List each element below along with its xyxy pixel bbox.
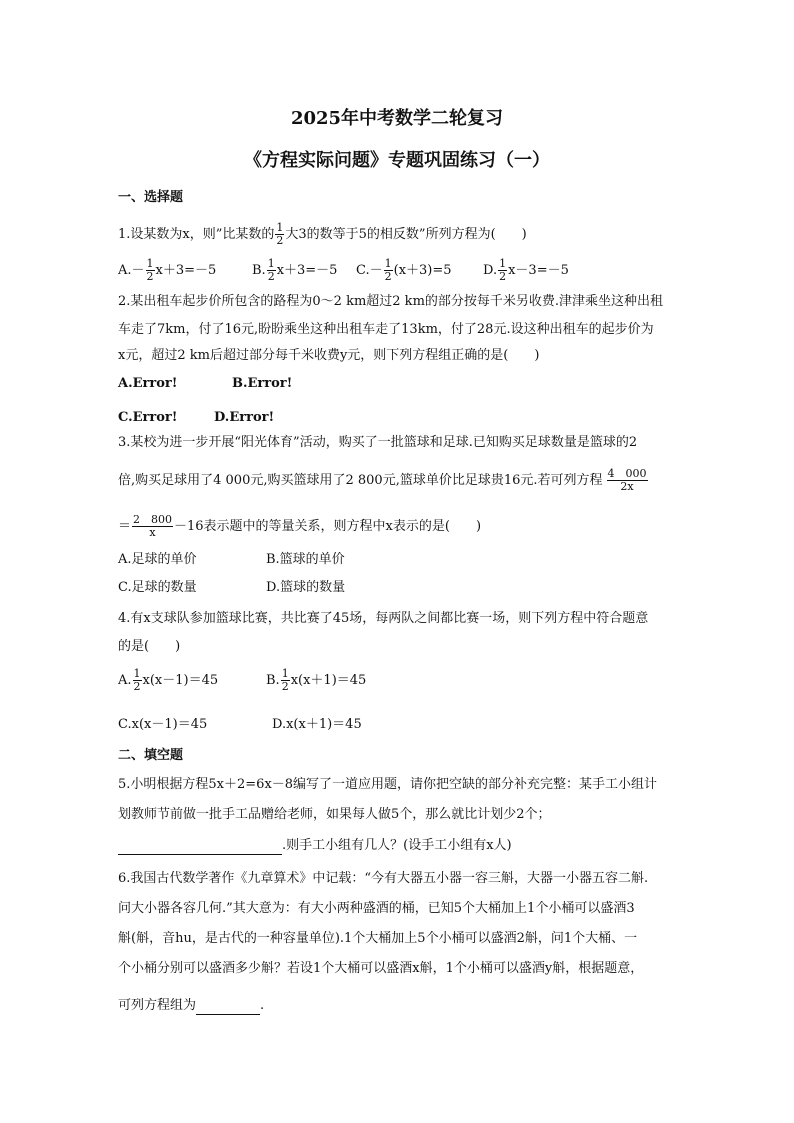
q1-option-a[interactable]: A.－ $\frac{1}{2}$ x＋3=－5 <box>118 257 217 283</box>
question-6-line-5: 可列方程组为 . <box>118 998 265 1013</box>
page-title: 2025年中考数学二轮复习 <box>290 108 504 129</box>
q5-answer-blank[interactable] <box>118 836 282 855</box>
question-6-line-1: 6.我国古代数学著作《九章算术》中记载：“今有大器五小器一容三斛，大器一小器五容二斛. <box>118 871 649 886</box>
q3-option-b[interactable]: B.篮球的单价 <box>266 552 345 567</box>
q4-option-b[interactable]: B. $\frac{1}{2}$ x(x＋1)＝45 <box>266 667 367 693</box>
q2-option-d[interactable]: D.Error! <box>214 410 275 425</box>
q2-option-b[interactable]: B.Error! <box>232 376 293 391</box>
question-3-line-2: 倍,购买足球用了4 000元,购买篮球用了2 800元,篮球单价比足球贵16元.若可列方程 $\frac{4 000}{2x}$ <box>118 467 647 493</box>
q1-stem-a: 1.设某数为x，则”比某数的 <box>118 227 275 242</box>
q4-option-a[interactable]: A. $\frac{1}{2}$ x(x－1)＝45 <box>118 667 219 693</box>
q1-option-d[interactable]: D. $\frac{1}{2}$ x－3=－5 <box>483 257 569 283</box>
q3-fraction-2: $\frac{2 800}{x}$ <box>133 513 173 539</box>
question-6-line-4: 个小桶分别可以盛酒多少斛？若设1个大桶可以盛酒x斛，1个小桶可以盛酒y斛，根据题意， <box>118 961 644 976</box>
page-subtitle: 《方程实际问题》专题巩固练习（一） <box>244 150 550 171</box>
q4-option-d[interactable]: D.x(x＋1)＝45 <box>272 717 362 732</box>
question-2-line-2: 车走了7km，付了16元,盼盼乘坐这种出租车走了13km，付了28元.设这种出租车的起步价为 <box>118 322 654 337</box>
question-2-line-1: 2.某出租车起步价所包含的路程为0～2 km超过2 km的部分按每千米另收费.津津乘坐这种出租 <box>118 294 664 309</box>
question-2-line-3: x元，超过2 km后超过部分每千米收费y元，则下列方程组正确的是( ) <box>118 348 540 363</box>
question-5-line-1: 5.小明根据方程5x＋2=6x－8编写了一道应用题，请你把空缺的部分补充完整：某手工小组计 <box>118 777 658 792</box>
question-3-line-3: ＝ $\frac{2 800}{x}$ －16表示题中的等量关系，则方程中x表示的是( ) <box>118 513 482 539</box>
question-4-line-2: 的是( ) <box>118 639 181 654</box>
q3-fraction-1: $\frac{4 000}{2x}$ <box>607 467 647 493</box>
section-heading-fill: 二、填空题 <box>118 748 184 763</box>
question-5-line-3: .则手工小组有几人？(设手工小组有x人) <box>118 836 512 855</box>
question-5-line-2: 划教师节前做一批手工品赠给老师，如果每人做5个，那么就比计划少2个； <box>118 807 551 822</box>
q1-fraction: $\frac{1}{2}$ <box>276 221 284 247</box>
question-4-line-1: 4.有x支球队参加篮球比赛，共比赛了45场，每两队之间都比赛一场，则下列方程中符合题意 <box>118 611 649 626</box>
q1-stem-b: 大3的数等于5的相反数”所列方程为( ) <box>285 227 527 242</box>
q2-option-c[interactable]: C.Error! <box>118 410 178 425</box>
q3-option-a[interactable]: A.足球的单价 <box>118 552 197 567</box>
q3-option-d[interactable]: D.篮球的数量 <box>266 580 346 595</box>
q4-option-c[interactable]: C.x(x－1)＝45 <box>118 717 208 732</box>
q1-option-b[interactable]: B. $\frac{1}{2}$ x＋3=－5 <box>252 257 338 283</box>
q6-answer-blank[interactable] <box>196 996 260 1015</box>
section-heading-choice: 一、选择题 <box>118 190 184 205</box>
q2-option-a[interactable]: A.Error! <box>118 376 178 391</box>
question-6-line-2: 问大小器各容几何.”其大意为：有大小两种盛酒的桶，已知5个大桶加上1个小桶可以盛酒3 <box>118 901 635 916</box>
q1-option-c[interactable]: C.－ $\frac{1}{2}$ (x＋3)=5 <box>356 257 452 283</box>
question-6-line-3: 斛(斛，音hu，是古代的一种容量单位).1个大桶加上5个小桶可以盛酒2斛，问1个大桶、一 <box>118 931 638 946</box>
question-1-stem <box>118 222 527 247</box>
question-3-line-1: 3.某校为进一步开展“阳光体育”活动，购买了一批篮球和足球.已知购买足球数量是篮球的2 <box>118 435 638 450</box>
q3-option-c[interactable]: C.足球的数量 <box>118 580 197 595</box>
